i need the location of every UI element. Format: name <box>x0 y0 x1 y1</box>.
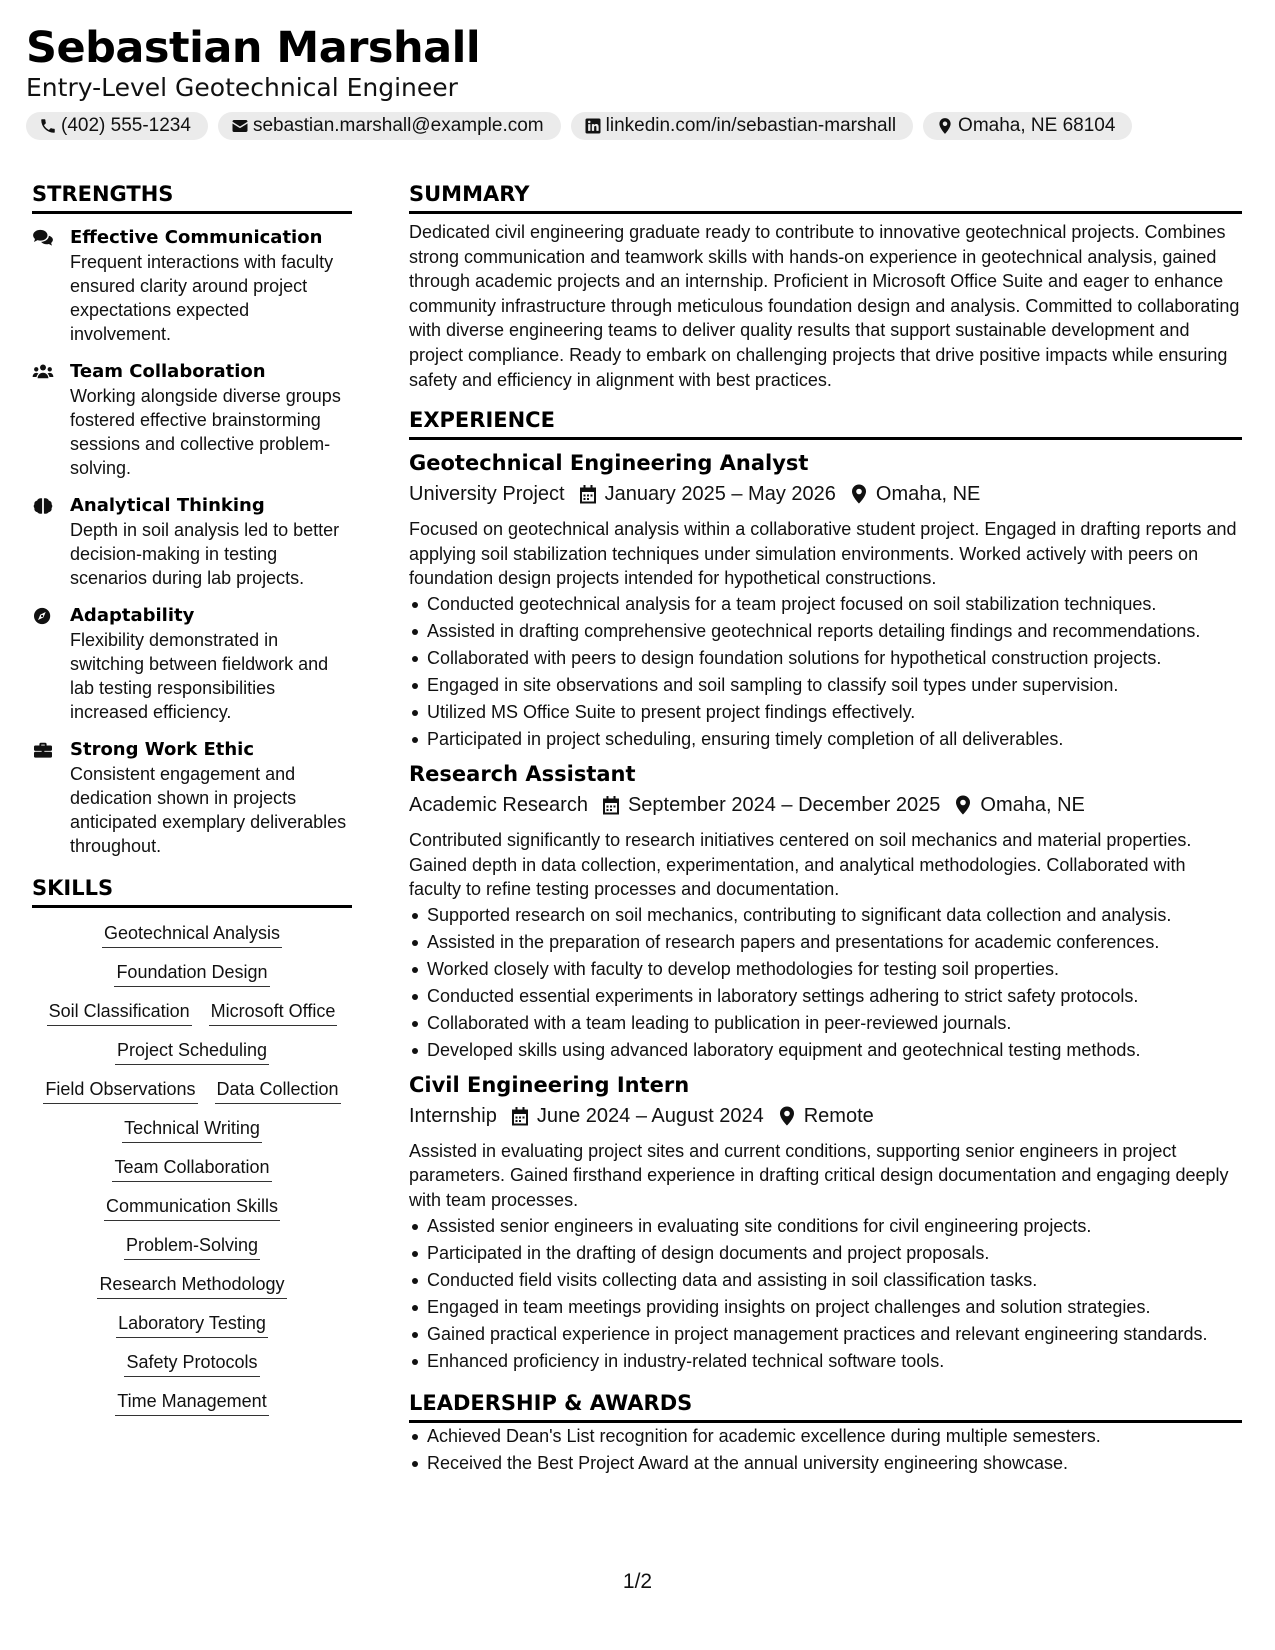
candidate-name: Sebastian Marshall <box>26 23 481 73</box>
bullet-item: Participated in project scheduling, ensuring timely completion of all deliverables. <box>409 727 1242 751</box>
strength-title: Adaptability <box>70 605 195 626</box>
job-title: Civil Engineering Intern <box>409 1072 690 1097</box>
skill-tag: Field Observations <box>43 1076 197 1104</box>
strength-title: Strong Work Ethic <box>70 739 255 760</box>
job-bullets <box>409 592 1242 751</box>
bullet-item: Achieved Dean's List recognition for academic excellence during multiple semesters. <box>409 1424 1242 1448</box>
strengths-heading: STRENGTHS <box>32 178 352 214</box>
job-organization: Internship <box>409 1104 497 1127</box>
strength-item <box>32 226 352 346</box>
map-pin-icon <box>850 484 868 504</box>
calendar-icon <box>579 484 597 504</box>
bullet-item: Developed skills using advanced laboratory equipment and geotechnical testing methods. <box>409 1038 1242 1062</box>
strength-description: Depth in soil analysis led to better decision-making in testing scenarios during lab projects. <box>70 520 340 588</box>
job-description: Assisted in evaluating project sites and current conditions, supporting senior engineers in project parameters. Gained firsthand experience in drafting critical design documentation and engaging deeply with team processes. <box>409 1140 1229 1210</box>
job-description: Focused on geotechnical analysis within a collaborative student project. Engaged in drafting reports and applying soil stabilization techniques under simulation environments. Worked actively with peers on foundation design projects intended for hypothetical constructions. <box>409 519 1237 589</box>
bullet-item: Worked closely with faculty to develop methodologies for testing soil properties. <box>409 957 1242 981</box>
bullet-item: Conducted field visits collecting data and assisting in soil classification tasks. <box>409 1268 1242 1292</box>
job-title: Research Assistant <box>409 761 636 786</box>
comments-icon <box>32 229 54 247</box>
contact-location-text: Omaha, NE 68104 <box>958 115 1116 136</box>
contact-phone-text: (402) 555-1234 <box>61 115 191 136</box>
bullet-item: Conducted essential experiments in laboratory settings adhering to strict safety protocols. <box>409 984 1242 1008</box>
job-organization: Academic Research <box>409 793 588 816</box>
job-entry <box>409 759 1242 1062</box>
bullet-item: Collaborated with a team leading to publication in peer-reviewed journals. <box>409 1011 1242 1035</box>
job-title: Geotechnical Engineering Analyst <box>409 451 809 476</box>
job-organization: University Project <box>409 483 565 506</box>
skill-tag: Foundation Design <box>114 959 269 987</box>
strength-description: Working alongside diverse groups fostered effective brainstorming sessions and collective problem-solving. <box>70 386 341 478</box>
job-meta <box>409 479 1242 509</box>
job-location: Omaha, NE <box>875 483 981 506</box>
strength-description: Frequent interactions with faculty ensured clarity around project expectations expected involvement. <box>70 252 334 344</box>
phone-icon <box>39 117 57 135</box>
summary-heading: SUMMARY <box>409 178 1242 214</box>
leadership-list <box>409 1424 1242 1475</box>
skill-tag: Problem-Solving <box>124 1232 260 1260</box>
skill-tag: Geotechnical Analysis <box>102 920 282 948</box>
strength-title: Effective Communication <box>70 227 323 248</box>
experience-heading: EXPERIENCE <box>409 404 1242 440</box>
job-description: Contributed significantly to research initiatives centered on soil mechanics and material properties. Gained depth in data collection, experimentation, and analytical methodologies. Collaborated with faculty to refine testing processes and documentation. <box>409 829 1192 900</box>
skill-tag: Research Methodology <box>97 1271 286 1299</box>
linkedin-icon <box>584 117 602 135</box>
bullet-item: Engaged in site observations and soil sampling to classify soil types under supervision. <box>409 673 1242 697</box>
job-entry <box>409 1070 1242 1373</box>
candidate-title: Entry-Level Geotechnical Engineer <box>26 73 458 102</box>
skill-tag: Communication Skills <box>104 1193 280 1221</box>
job-dates: January 2025 – May 2026 <box>604 483 836 506</box>
page-number: 1/2 <box>622 1570 653 1593</box>
contact-email-text: sebastian.marshall@example.com <box>252 115 544 136</box>
resume-header <box>26 22 1246 140</box>
skill-tag: Team Collaboration <box>112 1154 271 1182</box>
job-meta <box>409 1101 1242 1131</box>
strength-item <box>32 494 352 590</box>
skills-list <box>32 920 352 1416</box>
strengths-list <box>32 226 352 858</box>
bullet-item: Enhanced proficiency in industry-related technical software tools. <box>409 1349 1242 1373</box>
calendar-icon <box>511 1106 529 1126</box>
skills-heading: SKILLS <box>32 872 352 908</box>
job-bullets <box>409 1214 1242 1373</box>
strength-title: Analytical Thinking <box>70 495 265 516</box>
job-location: Remote <box>803 1104 874 1127</box>
job-entry <box>409 448 1242 751</box>
skill-tag: Data Collection <box>215 1076 341 1104</box>
right-column <box>409 178 1242 1478</box>
contact-location[interactable] <box>923 112 1132 140</box>
map-pin-icon <box>778 1106 796 1126</box>
skill-tag: Safety Protocols <box>124 1349 259 1377</box>
job-bullets <box>409 903 1242 1062</box>
strength-item <box>32 360 352 480</box>
job-location: Omaha, NE <box>980 793 1085 816</box>
skill-tag: Soil Classification <box>47 998 192 1026</box>
skill-tag: Project Scheduling <box>115 1037 269 1065</box>
skill-tag: Technical Writing <box>122 1115 262 1143</box>
envelope-icon <box>231 117 249 135</box>
bullet-item: Assisted senior engineers in evaluating site conditions for civil engineering projects. <box>409 1214 1242 1238</box>
skill-tag: Laboratory Testing <box>116 1310 268 1338</box>
contact-linkedin-text: linkedin.com/in/sebastian-marshall <box>605 115 897 136</box>
strength-item <box>32 738 352 858</box>
bullet-item: Supported research on soil mechanics, contributing to significant data collection and analysis. <box>409 903 1242 927</box>
calendar-icon <box>602 795 620 815</box>
bullet-item: Engaged in team meetings providing insights on project challenges and solution strategies. <box>409 1295 1242 1319</box>
bullet-item: Assisted in drafting comprehensive geotechnical reports detailing findings and recommendations. <box>409 619 1242 643</box>
summary-text: Dedicated civil engineering graduate ready to contribute to innovative geotechnical projects. Combines strong communication and teamwork skills with hands-on experience in geotechnical analysis, gained through academic projects and an internship. Proficient in Microsoft Office Suite and eager to enhance community infrastructure through meticulous foundation design and analysis. Committed to collaborating with diverse engineering teams to deliver quality results that support sustainable development and project compliance. Ready to embark on challenging projects that drive positive impacts while ensuring safety and efficiency in alignment with best practices. <box>409 222 1240 390</box>
brain-icon <box>32 497 54 515</box>
bullet-item: Received the Best Project Award at the annual university engineering showcase. <box>409 1451 1242 1475</box>
contact-phone[interactable] <box>26 112 208 140</box>
map-pin-icon <box>936 117 954 135</box>
strength-description: Consistent engagement and dedication shown in projects anticipated exemplary deliverables throughout. <box>70 764 347 856</box>
bullet-item: Gained practical experience in project management practices and relevant engineering standards. <box>409 1322 1242 1346</box>
bullet-item: Utilized MS Office Suite to present project findings effectively. <box>409 700 1242 724</box>
skill-tag: Microsoft Office <box>209 998 338 1026</box>
contact-linkedin[interactable] <box>571 112 913 140</box>
left-column <box>32 178 352 1416</box>
bullet-item: Assisted in the preparation of research papers and presentations for academic conferences. <box>409 930 1242 954</box>
bullet-item: Conducted geotechnical analysis for a team project focused on soil stabilization techniques. <box>409 592 1242 616</box>
contact-email[interactable] <box>218 112 561 140</box>
strength-description: Flexibility demonstrated in switching between fieldwork and lab testing responsibilities increased efficiency. <box>70 630 329 722</box>
skill-tag: Time Management <box>115 1388 268 1416</box>
bullet-item: Collaborated with peers to design foundation solutions for hypothetical construction projects. <box>409 646 1242 670</box>
strength-item <box>32 604 352 724</box>
users-icon <box>32 363 54 381</box>
map-pin-icon <box>954 795 972 815</box>
job-dates: September 2024 – December 2025 <box>627 793 941 816</box>
leadership-heading: LEADERSHIP & AWARDS <box>409 1387 1242 1423</box>
compass-icon <box>32 607 54 625</box>
briefcase-icon <box>32 741 54 759</box>
contact-bar <box>26 112 1246 140</box>
strength-title: Team Collaboration <box>70 361 266 382</box>
bullet-item: Participated in the drafting of design documents and project proposals. <box>409 1241 1242 1265</box>
job-meta <box>409 790 1242 820</box>
job-dates: June 2024 – August 2024 <box>536 1104 764 1127</box>
